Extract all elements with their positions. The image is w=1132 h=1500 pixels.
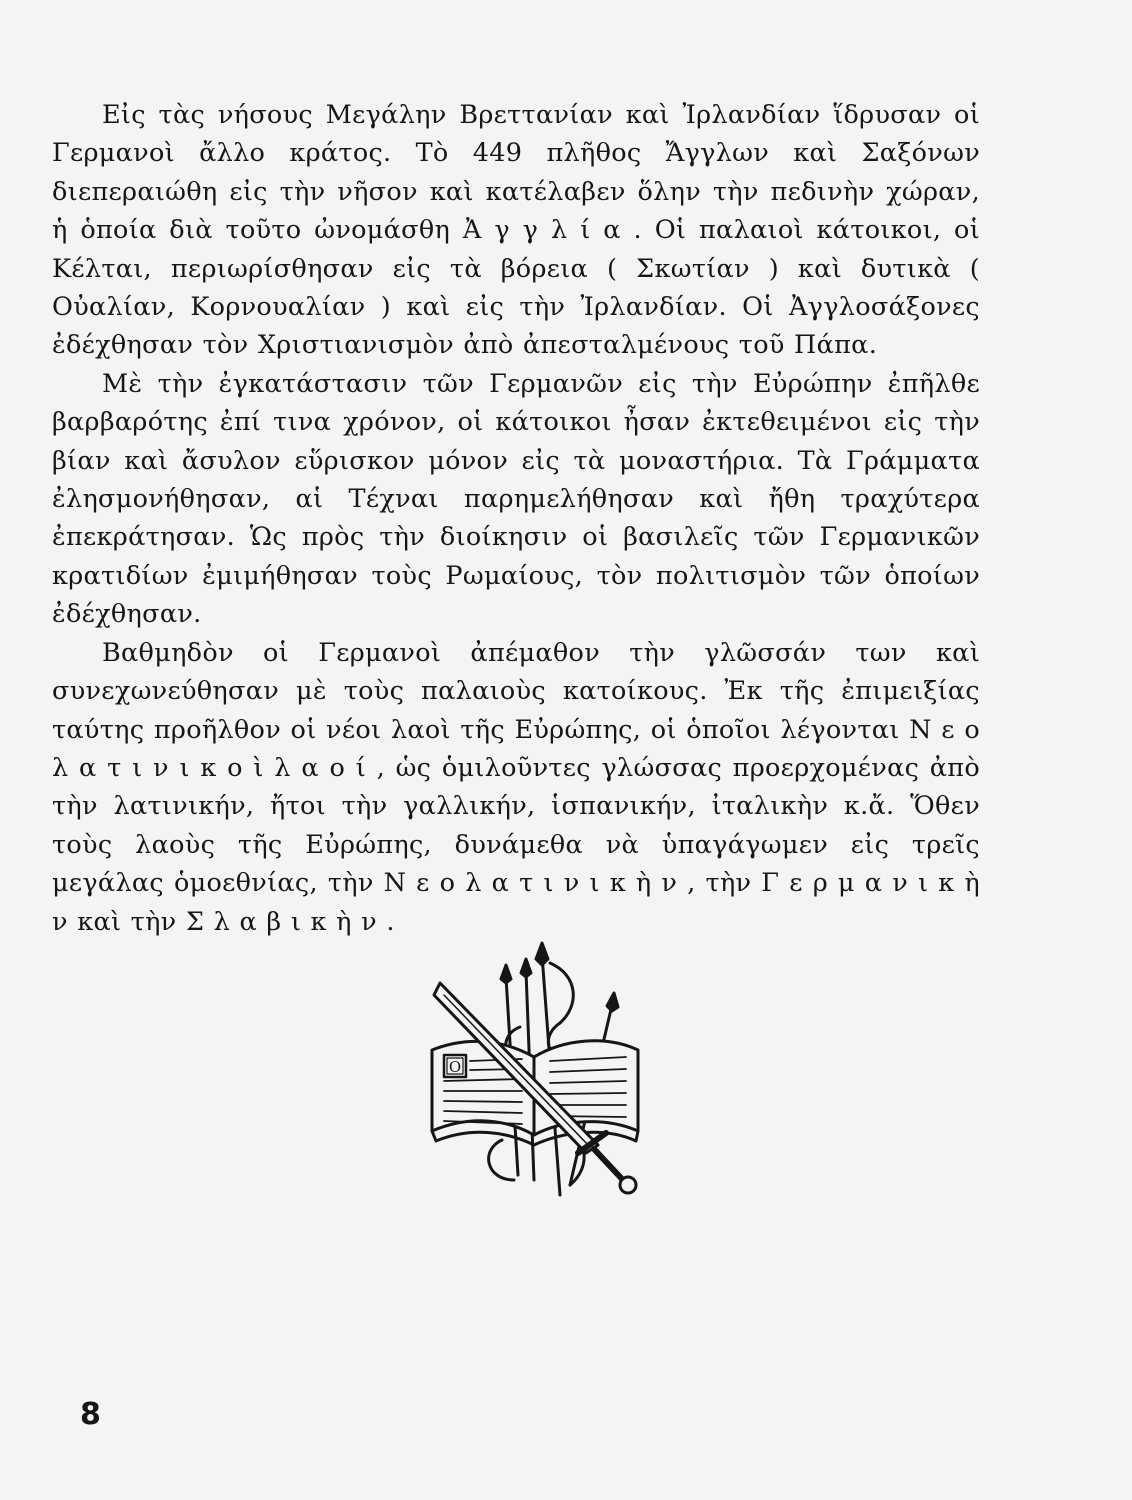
paragraph-neolatin-peoples: Βαθμηδὸν οἱ Γερμανοὶ ἀπέμαθον τὴν γλῶσσάν των καὶ συνεχωνεύθησαν μὲ τοὺς παλαιοὺς κατοίκους. Ἐκ τῆς ἐπιμειξίας ταύτης προῆλθον οἱ νέοι λαοὶ τῆς Εὐρώπης, οἱ ὁποῖοι λέγονται Ν ε ο λ α τ ι ν ι κ ο ὶ λ α ο ί , ὡς ὁμιλοῦντες γλώσσας προερχομένας ἀπὸ τὴν λατινικήν, ἤτοι τὴν γαλλικήν, ἱσπανικήν, ἰταλικὴν κ.ἄ. Ὅθεν τοὺς λαοὺς τῆς Εὐρώπης, δυνάμεθα νὰ ὑπαγάγωμεν εἰς τρεῖς μεγάλας ὁμοεθνίας, τὴν Ν ε ο λ α τ ι ν ι κ ὴ ν , τὴν Γ ε ρ μ α ν ι κ ὴ ν καὶ τὴν Σ λ α β ι κ ὴ ν .	[52, 637, 980, 937]
body-text	[52, 96, 980, 941]
paragraph-barbarism: Μὲ τὴν ἐγκατάστασιν τῶν Γερμανῶν εἰς τὴν Εὐρώπην ἐπῆλθε βαρβαρότης ἐπί τινα χρόνον, οἱ κάτοικοι ἦσαν ἐκτεθειμένοι εἰς τὴν βίαν καὶ ἄσυλον εὕρισκον μόνον εἰς τὰ μοναστήρια. Τὰ Γράμματα ἐλησμονήθησαν, αἱ Τέχναι παρημελήθησαν καὶ ἤθη τραχύτερα ἐπεκράτησαν. Ὡς πρὸς τὴν διοίκησιν οἱ βασιλεῖς τῶν Γερμανικῶν κρατιδίων ἐμιμήθησαν τοὺς Ρωμαίους, τὸν πολιτισμὸν τῶν ὁποίων ἐδέχθησαν.	[52, 368, 980, 630]
book-sword-quills-icon	[410, 935, 660, 1210]
stamp-letter: O	[448, 1058, 462, 1076]
paragraph-britain: Εἰς τὰς νήσους Μεγάλην Βρεττανίαν καὶ Ἰρλανδίαν ἵδρυσαν οἱ Γερμανοὶ ἄλλο κράτος. Τὸ 449 πλῆθος Ἄγγλων καὶ Σαξόνων διεπεραιώθη εἰς τὴν νῆσον καὶ κατέλαβεν ὅλην τὴν πεδινὴν χώραν, ἡ ὁποία διὰ τοῦτο ὠνομάσθη Ἀ γ γ λ ί α . Οἱ παλαιοὶ κάτοικοι, οἱ Κέλται, περιωρίσθησαν εἰς τὰ βόρεια ( Σκωτίαν ) καὶ δυτικὰ ( Οὐαλίαν, Κορνουαλίαν ) καὶ εἰς τὴν Ἰρλανδίαν. Οἱ Ἀγγλοσάξονες ἐδέχθησαν τὸν Χριστιανισμὸν ἀπὸ ἀπεσταλμένους τοῦ Πάπα.	[52, 100, 980, 361]
page-number: 8	[80, 1397, 101, 1432]
